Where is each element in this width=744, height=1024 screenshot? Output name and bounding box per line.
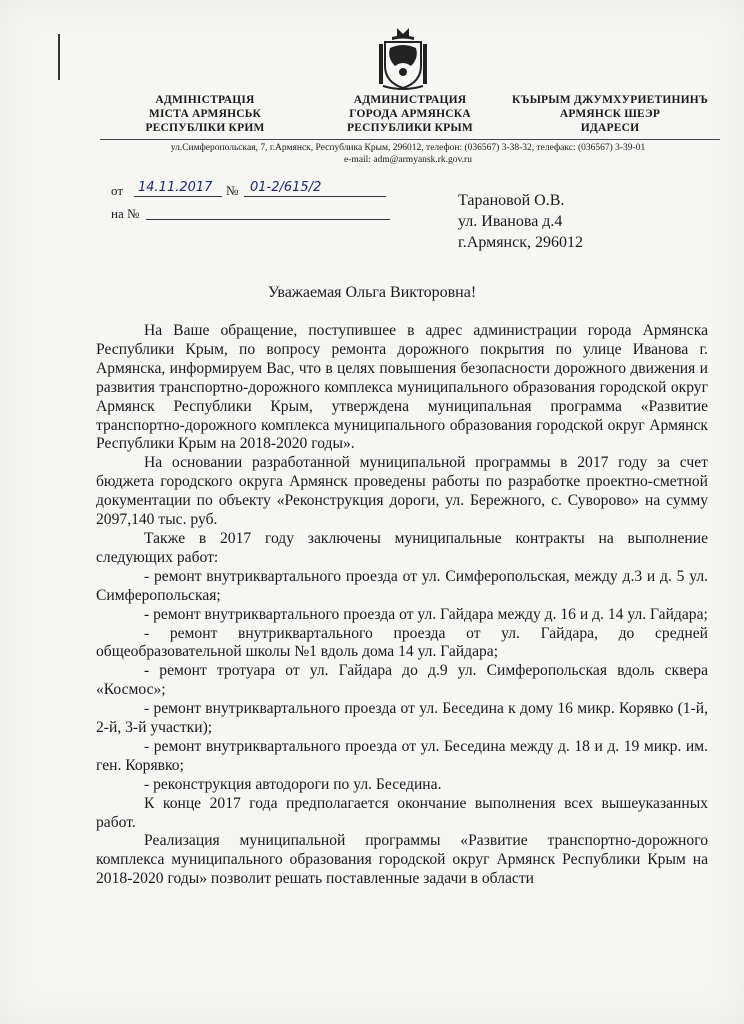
addressee-name: Тарановой О.В. [458, 192, 565, 209]
header-line: РЕСПУБЛИКИ КРЫМ [347, 122, 473, 134]
body-paragraph: Реализация муниципальной программы «Развитие транспортно-дорожного комплекса муниципального образования городской округ Армянск Республики Крым на 2018-2020 годы» позволит решать поставленные задачи в области [96, 832, 708, 888]
header-line: АДМИНИСТРАЦИЯ [353, 94, 467, 106]
header-crimean-tatar [510, 93, 710, 135]
addressee-street: ул. Иванова д.4 [458, 213, 563, 230]
addressee-block [458, 190, 583, 253]
body-paragraph: Также в 2017 году заключены муниципальные контракты на выполнение следующих работ: [96, 529, 708, 566]
works-list-item: - ремонт внутриквартального проезда от ул. Беседина к дому 16 микр. Корявко (1-й, 2-й, 3-й участки); [96, 700, 708, 737]
header-line: РЕСПУБЛІКИ КРИМ [145, 122, 265, 134]
header-line: ИДАРЕСИ [580, 122, 640, 134]
works-list-item: - ремонт внутриквартального проезда от ул. Гайдара, до средней общеобразовательной школы №1 вдоль дома 14 ул. Гайдара; [96, 624, 708, 661]
coat-of-arms-icon [375, 26, 431, 92]
address-line: ул.Симферопольская, 7, г.Армянск, Республика Крым, 296012, телефон: (036567) 3-38-32, телефакс: (036567) 3-39-01 [170, 143, 646, 153]
body-paragraph: На основании разработанной муниципальной программы в 2017 году за счет бюджета городского округа Армянск проведены работы по разработке проектно-сметной документации по объекту «Реконструкция дороги, ул. Бережного, с. Суворово» на сумму 2097,140 тыс. руб. [96, 454, 708, 529]
works-list-item: - ремонт внутриквартального проезда от ул. Симферопольская, между д.3 и д. 5 ул. Симферопольская; [96, 567, 708, 604]
contact-block [118, 142, 698, 166]
ref-label: на № [111, 206, 140, 221]
number-value: 01-2/615/2 [250, 180, 322, 195]
edge-mark [58, 34, 60, 80]
header-ukrainian [135, 93, 275, 135]
salutation: Уважаемая Ольга Викторовна! [267, 284, 477, 301]
works-list-item: - реконструкция автодороги по ул. Беседина. [144, 775, 442, 793]
letter-body [96, 322, 708, 889]
works-list-item: - ремонт внутриквартального проезда от ул. Гайдара между д. 16 и д. 14 ул. Гайдара; [144, 605, 708, 623]
header-line: АРМЯНСК ШЕЭР [559, 108, 661, 120]
works-list-item: - ремонт внутриквартального проезда от ул. Беседина между д. 18 и д. 19 микр. им. ген. Корявко; [96, 737, 708, 774]
ref-line [146, 203, 390, 220]
header-divider [100, 139, 720, 140]
header-line: МІСТА АРМЯНСЬК [148, 108, 262, 120]
body-paragraph: К конце 2017 года предполагается окончание выполнения всех вышеуказанных работ. [96, 794, 708, 831]
header-line: ГОРОДА АРМЯНСКА [349, 108, 471, 120]
body-paragraph: На Ваше обращение, поступившее в адрес администрации города Армянска Республики Крым, по вопросу ремонта дорожного покрытия по улице Иванова г. Армянска, информируем Вас, что в целях повышения безопасности дорожного движения и развития транспортно-дорожного комплекса муниципального образования городской округ Армянск Республики Крым, утверждена муниципальная программа «Развитие транспортно-дорожного комплекса муниципального образования городской округ Армянск Республики Крым на 2018-2020 годы». [96, 322, 708, 453]
number-label: № [226, 183, 239, 198]
email-line: e-mail: adm@armyansk.rk.gov.ru [344, 155, 472, 165]
header-line: КЪЫРЫМ ДЖУМХУРИЕТИНИНЪ [512, 94, 708, 106]
header-line: АДМІНІСТРАЦІЯ [155, 94, 255, 106]
date-value: 14.11.2017 [138, 180, 213, 195]
works-list-item: - ремонт тротуара от ул. Гайдара до д.9 ул. Симферопольская вдоль сквера «Космос»; [96, 662, 708, 699]
addressee-city: г.Армянск, 296012 [458, 234, 583, 251]
header-russian [340, 93, 480, 135]
from-label: от [111, 183, 124, 198]
